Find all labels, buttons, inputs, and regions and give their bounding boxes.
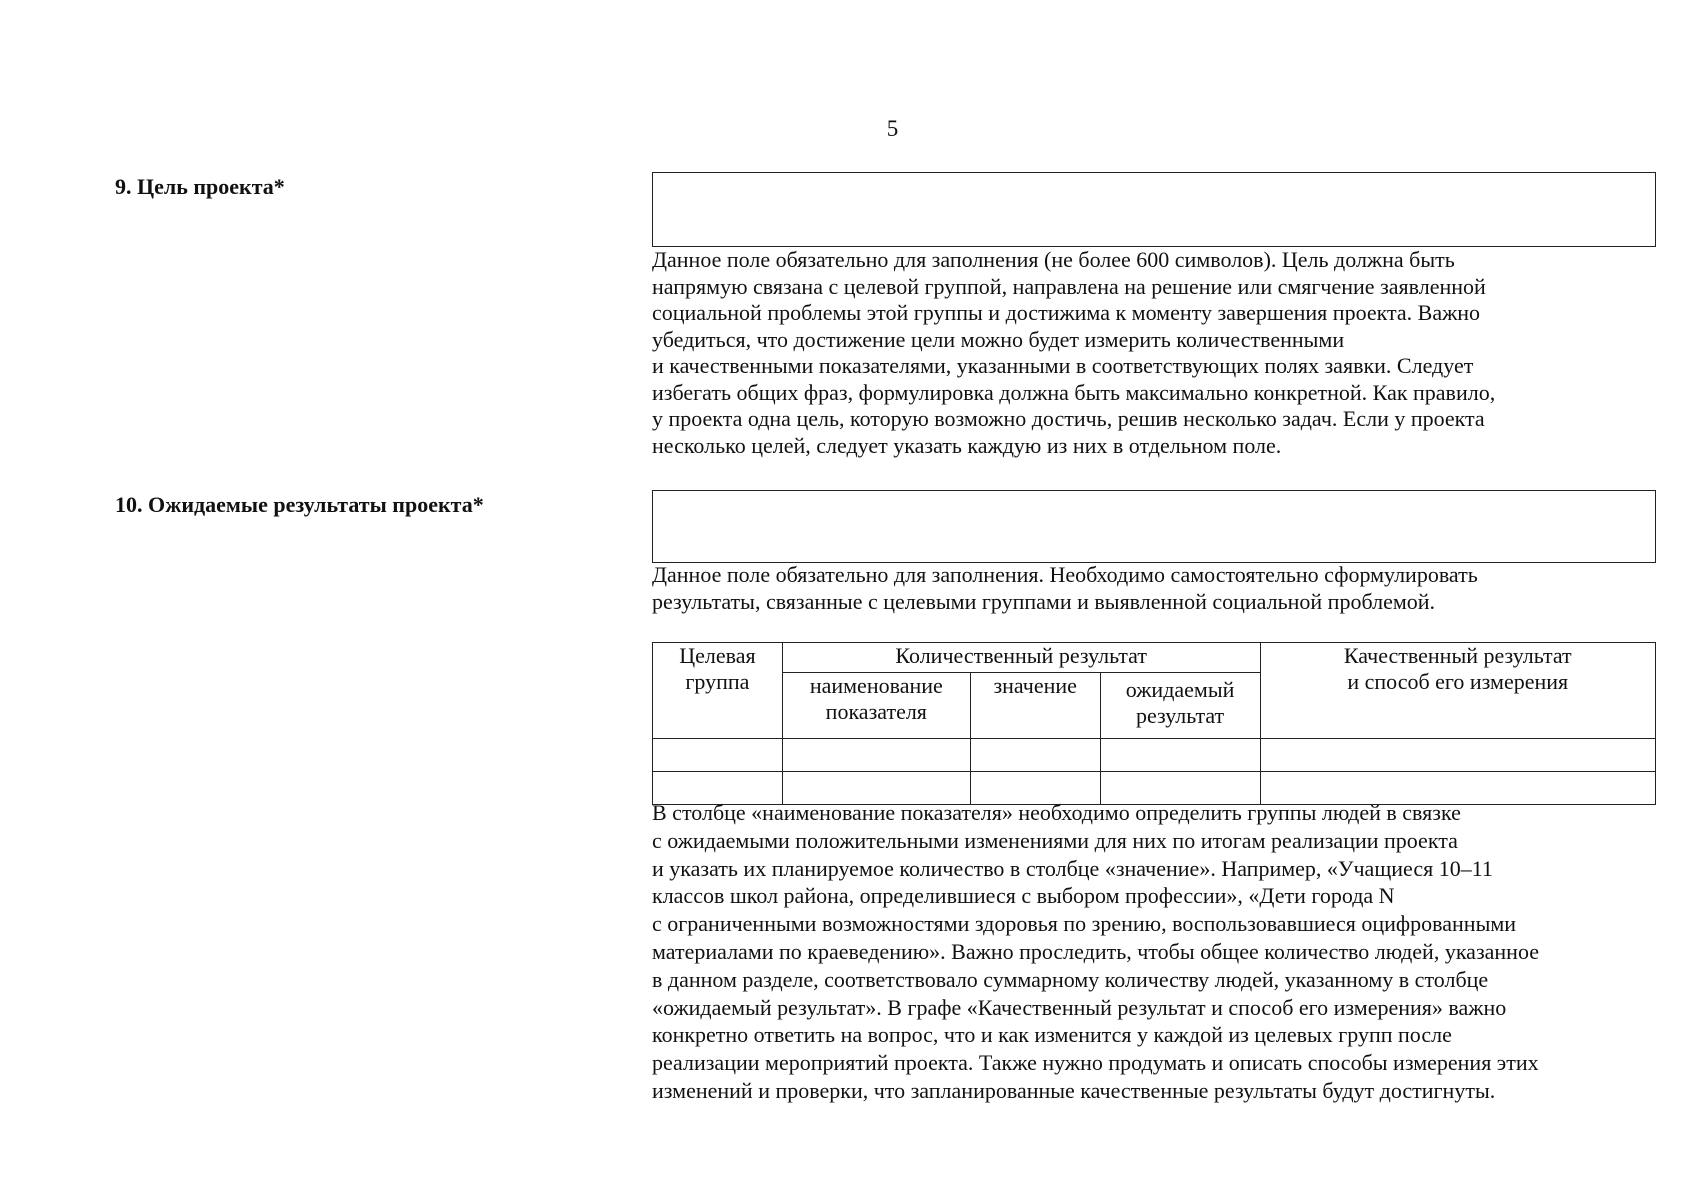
header-quantitative-result: Количественный результат xyxy=(782,643,1260,673)
hint-line: материалами по краеведению». Важно проследить, чтобы общее количество людей, указанное xyxy=(652,938,1539,964)
section-9-label: 9. Цель проекта* xyxy=(115,174,285,199)
hint-line: Данное поле обязательно для заполнения. Необходимо самостоятельно сформулировать xyxy=(652,562,1478,587)
table-cell[interactable] xyxy=(970,739,1100,772)
expected-results-hint xyxy=(652,562,1662,615)
table-cell[interactable] xyxy=(782,739,970,772)
hint-line: реализации мероприятий проекта. Также нужно продумать и описать способы измерения этих xyxy=(652,1050,1539,1076)
results-table-hint xyxy=(652,799,1662,1105)
hint-line: Данное поле обязательно для заполнения (не более 600 символов). Цель должна быть xyxy=(652,247,1455,272)
hint-line: конкретно ответить на вопрос, что и как изменится у каждой из целевых групп после xyxy=(652,1022,1452,1048)
hint-line: избегать общих фраз, формулировка должна быть максимально конкретной. Как правило, xyxy=(652,379,1496,405)
section-10-label: 10. Ожидаемые результаты проекта* xyxy=(115,492,484,517)
header-expected-result: ожидаемый результат xyxy=(1100,673,1260,739)
hint-line: убедиться, что достижение цели можно будет измерить количественными xyxy=(652,326,1345,352)
project-goal-field[interactable] xyxy=(652,172,1656,247)
hint-line: В столбце «наименование показателя» необходимо определить группы людей в связке xyxy=(652,800,1461,825)
header-target-group: Целевая группа xyxy=(653,643,783,739)
header-value: значение xyxy=(970,673,1100,739)
results-table xyxy=(652,642,1656,805)
header-indicator-name: наименование показателя xyxy=(782,673,970,739)
table-row xyxy=(653,739,1656,772)
hint-line: изменений и проверки, что запланированные качественные результаты будут достигнуты. xyxy=(652,1077,1496,1103)
table-header-row xyxy=(653,643,1656,673)
hint-line: у проекта одна цель, которую возможно достичь, решив несколько задач. Если у проекта xyxy=(652,406,1485,431)
table-cell[interactable] xyxy=(653,739,783,772)
hint-line: несколько целей, следует указать каждую из них в отдельном поле. xyxy=(652,432,1282,458)
hint-line: социальной проблемы этой группы и достижима к моменту завершения проекта. Важно xyxy=(652,300,1481,325)
header-qualitative-result: Качественный результат и способ его измерения xyxy=(1260,643,1655,739)
hint-line: классов школ района, определившиеся с выбором профессии», «Дети города N xyxy=(652,883,1395,909)
hint-line: результаты, связанные с целевыми группами и выявленной социальной проблемой. xyxy=(652,588,1436,614)
project-goal-hint xyxy=(652,247,1662,459)
table-cell[interactable] xyxy=(1260,739,1655,772)
hint-line: и указать их планируемое количество в столбце «значение». Например, «Учащиеся 10–11 xyxy=(652,855,1493,881)
hint-line: напрямую связана с целевой группой, направлена на решение или смягчение заявленной xyxy=(652,273,1486,299)
hint-line: с ограниченными возможностями здоровья по зрению, воспользовавшиеся оцифрованными xyxy=(652,911,1517,937)
hint-line: и качественными показателями, указанными в соответствующих полях заявки. Следует xyxy=(652,353,1474,378)
hint-line: с ожидаемыми положительными изменениями для них по итогам реализации проекта xyxy=(652,827,1458,853)
expected-results-field[interactable] xyxy=(652,490,1656,563)
page-number: 5 xyxy=(886,116,899,141)
hint-line: в данном разделе, соответствовало суммарному количеству людей, указанному в столбце xyxy=(652,966,1489,992)
table-cell[interactable] xyxy=(1100,739,1260,772)
hint-line: «ожидаемый результат». В графе «Качественный результат и способ его измерения» важно xyxy=(652,994,1507,1020)
